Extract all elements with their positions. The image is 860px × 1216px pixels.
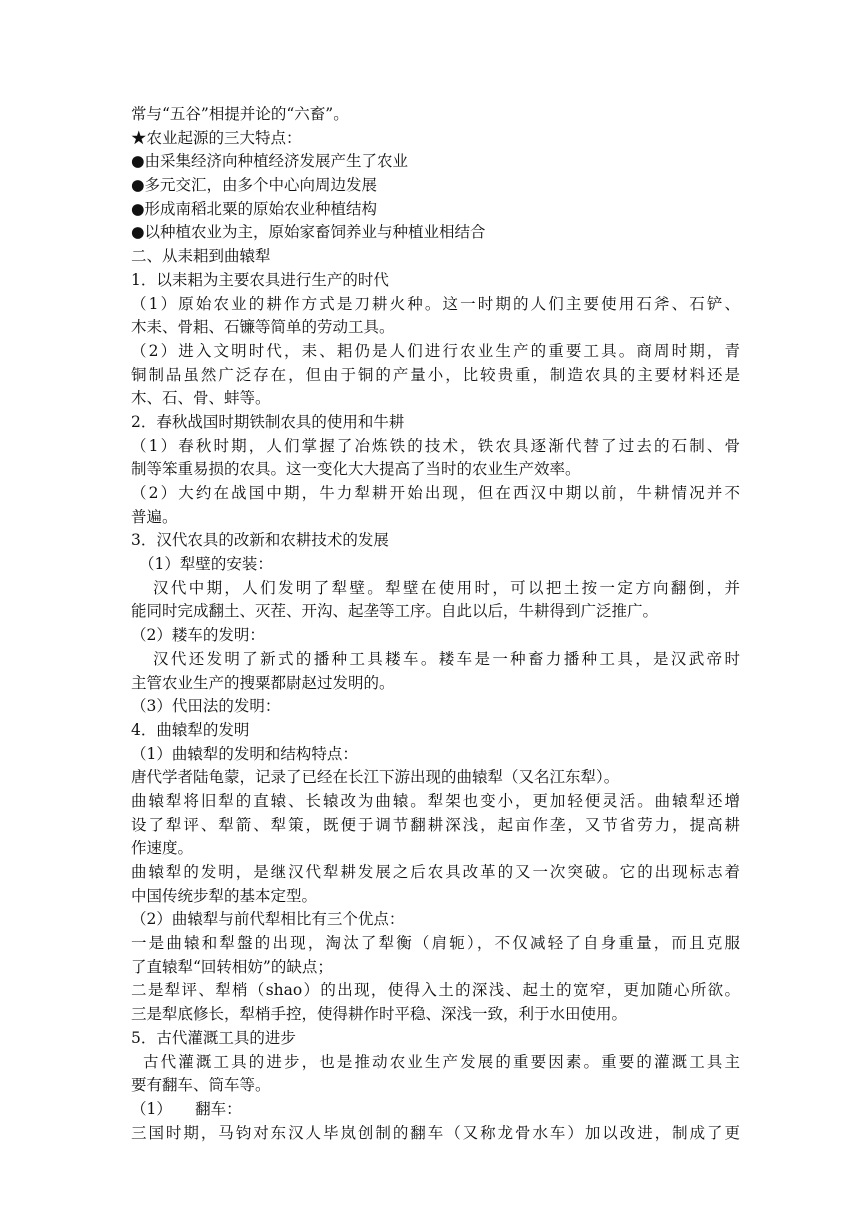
- text-line: 三国时期，马钧对东汉人毕岚创制的翻车（又称龙骨水车）加以改进，制成了更: [131, 1123, 740, 1142]
- bullet-item: ●由采集经济向种植经济发展产生了农业: [131, 152, 409, 171]
- text-line: 常与“五谷”相提并论的“六畜”。: [131, 105, 349, 123]
- text-line: 曲辕犁的发明，是继汉代犁耕发展之后农具改革的又一次突破。它的出现标志着: [131, 863, 740, 881]
- section-heading: ★农业起源的三大特点：: [131, 128, 302, 147]
- bullet-item: ●以种植农业为主，原始家畜饲养业与种植业相结合: [131, 223, 486, 242]
- text-line: 设了犁评、犁箭、犁策，既便于调节翻耕深浅，起亩作垄，又节省劳力，提高耕: [131, 815, 740, 834]
- text-line: 三是犁底修长，犁梢手控，使得耕作时平稳、深浅一致，利于水田使用。: [131, 1005, 628, 1024]
- text-line: 古代灌溉工具的进步，也是推动农业生产发展的重要因素。重要的灌溉工具主: [143, 1052, 740, 1071]
- text-line: 唐代学者陆龟蒙，记录了已经在长江下游出现的曲辕犁（又名江东犁）。: [131, 768, 620, 787]
- subsection-heading: 5．古代灌溉工具的进步: [131, 1028, 296, 1047]
- subsection-heading: 3．汉代农具的改新和农耕技术的发展: [131, 531, 389, 550]
- text-line: 要有翻车、筒车等。: [131, 1076, 271, 1095]
- text-line: 主管农业生产的搜粟都尉赵过发明的。: [131, 673, 395, 692]
- text-line: （2）耧车的发明：: [131, 626, 265, 645]
- text-line: （2）进入文明时代，耒、耜仍是人们进行农业生产的重要工具。商周时期，青: [131, 341, 740, 360]
- text-line: 普遍。: [131, 507, 178, 526]
- text-line: 汉代还发明了新式的播种工具耧车。耧车是一种畜力播种工具，是汉武帝时: [153, 649, 740, 668]
- text-line: 木、石、骨、蚌等。: [131, 389, 271, 408]
- text-line: 中国传统步犁的基本定型。: [131, 886, 318, 905]
- text-line: 铜制品虽然广泛存在，但由于铜的产量小，比较贵重，制造农具的主要材料还是: [131, 365, 740, 384]
- text-line: 制等笨重易损的农具。这一变化大大提高了当时的农业生产效率。: [131, 460, 581, 479]
- text-line: （1）原始农业的耕作方式是刀耕火种。这一时期的人们主要使用石斧、石铲、: [131, 294, 740, 313]
- text-line: 作速度。: [131, 839, 194, 858]
- text-line: 一是曲辕和犁盤的出现，淘汰了犁衡（肩轭），不仅减轻了自身重量，而且克服: [131, 934, 740, 953]
- text-line: 木耒、骨耜、石镰等简单的劳动工具。: [131, 318, 395, 337]
- text-line: 二是犁评、犁梢（shao）的出现，使得入土的深浅、起土的宽窄，更加随心所欲。: [131, 981, 740, 1000]
- bullet-item: ●多元交汇，由多个中心向周边发展: [131, 176, 378, 195]
- bullet-item: ●形成南稻北粟的原始农业种植结构: [131, 199, 378, 218]
- subsection-heading: 4．曲辕犁的发明: [131, 720, 250, 739]
- text-line: 曲辕犁将旧犁的直辕、长辕改为曲辕。犁架也变小，更加轻便灵活。曲辕犁还增: [131, 791, 740, 810]
- text-line: （2）大约在战国中期，牛力犁耕开始出现，但在西汉中期以前，牛耕情况并不: [131, 484, 740, 502]
- text-line: 汉代中期，人们发明了犁壁。犁壁在使用时，可以把土按一定方向翻倒，并: [153, 578, 740, 597]
- text-line: （1） 翻车：: [131, 1099, 242, 1118]
- text-line: （1）犁壁的安装：: [139, 555, 273, 574]
- text-line: （3）代田法的发明：: [131, 697, 281, 716]
- text-line: 能同时完成翻土、灭茬、开沟、起垄等工序。自此以后，牛耕得到广泛推广。: [131, 602, 659, 621]
- subsection-heading: 2．春秋战国时期铁制农具的使用和牛耕: [131, 412, 405, 431]
- text-line: （1）曲辕犁的发明和结构特点：: [131, 744, 358, 763]
- text-line: （1）春秋时期，人们掌握了冶炼铁的技术，铁农具逐渐代替了过去的石制、骨: [131, 436, 740, 455]
- section-heading: 二、从耒耜到曲辕犁: [131, 247, 271, 266]
- text-line: 了直辕犁“回转相妨”的缺点；: [131, 957, 333, 976]
- subsection-heading: 1．以耒耜为主要农具进行生产的时代: [131, 270, 389, 289]
- text-line: （2）曲辕犁与前代犁相比有三个优点：: [131, 910, 405, 929]
